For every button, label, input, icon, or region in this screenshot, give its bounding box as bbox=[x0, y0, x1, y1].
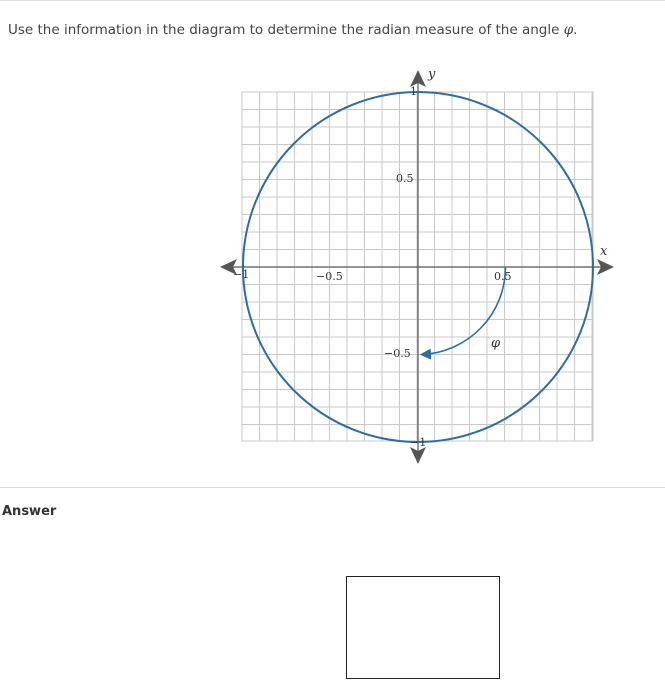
angle-label: φ bbox=[491, 336, 501, 351]
angle-symbol: φ bbox=[563, 22, 574, 38]
answer-label: Answer bbox=[2, 504, 57, 519]
tick-label-y-neg-one: −1 bbox=[410, 436, 427, 449]
y-axis-label: y bbox=[428, 67, 436, 82]
answer-input[interactable] bbox=[346, 576, 500, 679]
tick-label-x-pos-half: 0.5 bbox=[494, 270, 512, 283]
tick-label-x-neg-half: −0.5 bbox=[316, 270, 343, 283]
section-divider bbox=[0, 487, 665, 488]
tick-label-y-pos-half: 0.5 bbox=[396, 172, 414, 185]
x-axis-label: x bbox=[600, 244, 608, 259]
question-prompt: Use the information in the diagram to determine the radian measure of the angle bbox=[8, 22, 564, 38]
tick-label-y-pos-one: 1 bbox=[410, 85, 417, 98]
tick-label-y-neg-half: −0.5 bbox=[384, 347, 411, 360]
tick-label-x-neg-one: −1 bbox=[233, 268, 250, 281]
question-period: . bbox=[573, 22, 578, 38]
